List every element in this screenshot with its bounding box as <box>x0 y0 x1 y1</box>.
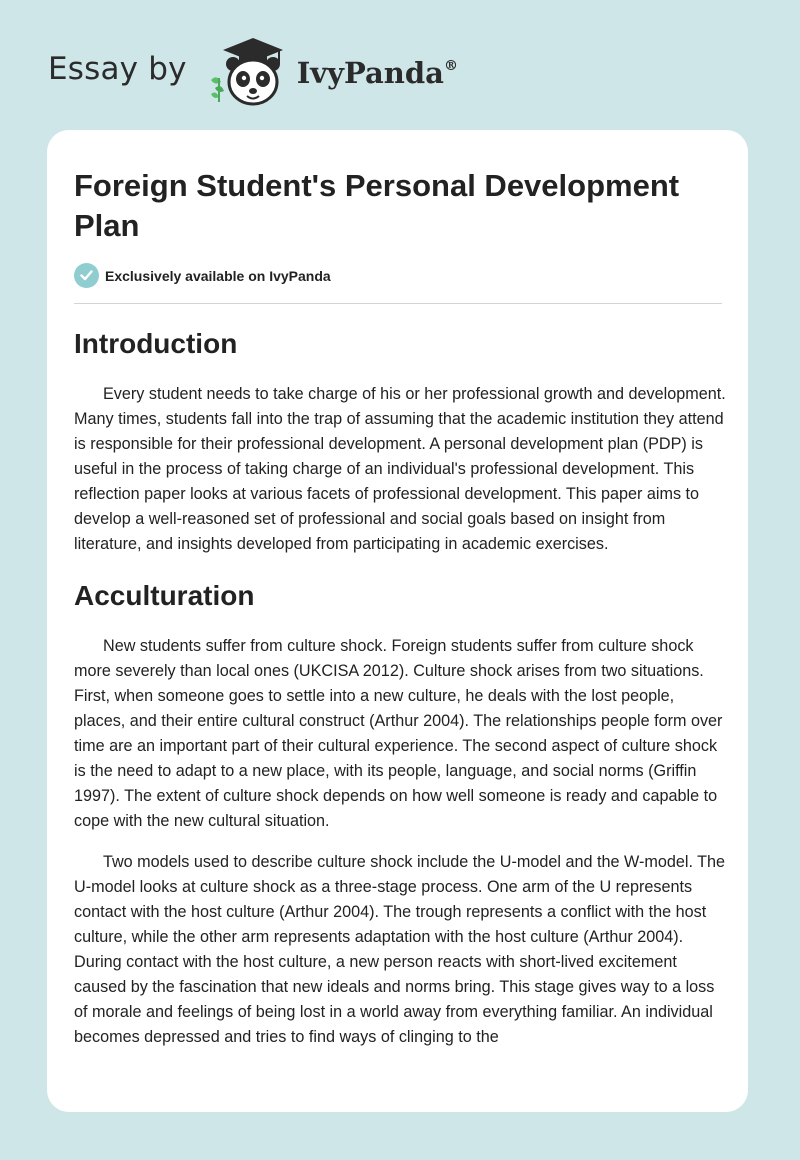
brand-name[interactable]: IvyPanda® <box>296 56 458 90</box>
essay-card <box>47 130 748 1112</box>
site-header <box>48 34 458 110</box>
essay-body <box>74 325 726 1050</box>
page-title: Foreign Student's Personal Development Plan <box>74 168 680 243</box>
registered-mark: ® <box>443 58 458 74</box>
divider <box>74 303 722 304</box>
check-icon <box>74 263 99 288</box>
section-heading-acculturation: Acculturation <box>74 580 255 611</box>
exclusive-badge <box>74 263 331 288</box>
paragraph: Two models used to describe culture shock include the U-model and the W-model. The U-model looks at culture shock as a three-stage process. One arm of the U represents contact with the host culture (Arthur 2004). The trough represents a conflict with the host culture, while the other arm represents adaptation with the host culture (Arthur 2004). During contact with the host culture, a new person reacts with short-lived excitement caused by the fascination that new ideals and norms bring. This stage gives way to a loss of morale and feelings of being lost in a world away from everything familiar. An individual becomes depressed and tries to find ways of clinging to the <box>74 853 726 1046</box>
panda-logo-icon[interactable] <box>201 34 291 110</box>
paragraph: Every student needs to take charge of his or her professional growth and development. Many times, students fall into the trap of assuming that the academic institution they attend is responsible for their professional development. A personal development plan (PDP) is useful in the process of taking charge of an individual's professional development. This reflection paper looks at various facets of professional development. This paper aims to develop a well-reasoned set of professional and social goals based on insight from literature, and insights developed from participating in academic exercises. <box>74 385 726 553</box>
section-heading-introduction: Introduction <box>74 328 238 359</box>
paragraph: New students suffer from culture shock. Foreign students suffer from culture shock more severely than local ones (UKCISA 2012). Culture shock arises from two situations. First, when someone goes to settle into a new culture, he deals with the lost people, places, and their entire cultural construct (Arthur 2004). The relationships people form over time are an important part of their cultural experience. The second aspect of culture shock is the need to adapt to a new place, with its people, language, and social norms (Griffin 1997). The extent of culture shock depends on how well someone is ready and capable to cope with the new cultural situation. <box>74 637 723 830</box>
essay-by-label: Essay by <box>48 51 187 87</box>
badge-label: Exclusively available on IvyPanda <box>105 267 331 284</box>
